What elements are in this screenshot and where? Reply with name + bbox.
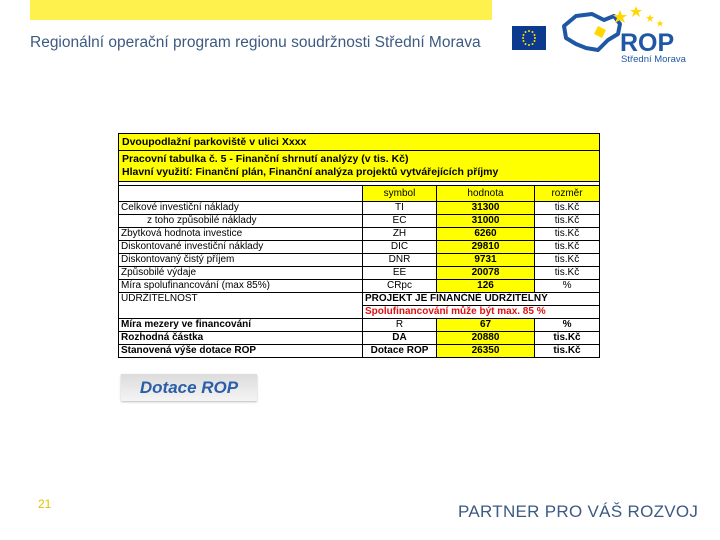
sustainability-status: PROJEKT JE FINANČNĚ UDRŽITELNÝ (363, 293, 600, 306)
row-symbol: DIC (363, 241, 437, 254)
row-label: Způsobilé výdaje (119, 267, 363, 280)
eu-flag-icon (512, 26, 546, 50)
table-title: Dvoupodlažní parkoviště v ulici Xxxx (119, 134, 600, 151)
row-unit: % (535, 280, 600, 293)
row-value: 6260 (437, 228, 535, 241)
table-row (119, 215, 600, 228)
row-label: Rozhodná částka (119, 332, 363, 345)
table-row (119, 319, 600, 332)
sustainability-warning: Spolufinancování může být max. 85 % (363, 306, 600, 319)
row-value: 20078 (437, 267, 535, 280)
dotace-rop-caption: Dotace ROP (121, 374, 257, 401)
row-unit: tis.Kč (535, 267, 600, 280)
table-title-row (119, 134, 600, 151)
row-symbol: DA (363, 332, 437, 345)
row-unit: tis.Kč (535, 241, 600, 254)
table-row (119, 280, 600, 293)
row-label: Diskontované investiční náklady (119, 241, 363, 254)
row-unit: tis.Kč (535, 202, 600, 215)
table-row (119, 267, 600, 280)
row-unit: tis.Kč (535, 345, 600, 358)
sustainability-label: UDRŽITELNOST (119, 293, 363, 319)
table-row (119, 241, 600, 254)
table-row (119, 345, 600, 358)
row-unit: tis.Kč (535, 254, 600, 267)
page-number: 21 (38, 497, 52, 511)
table-row (119, 254, 600, 267)
table-subtitle-line1: Pracovní tabulka č. 5 - Finanční shrnutí analýzy (v tis. Kč) (122, 153, 409, 165)
row-symbol: EC (363, 215, 437, 228)
row-symbol: ZH (363, 228, 437, 241)
row-symbol: Dotace ROP (363, 345, 437, 358)
row-value: 126 (437, 280, 535, 293)
table-subtitle (119, 151, 600, 182)
rop-logo-subtitle: Střední Morava (621, 54, 686, 65)
table-row (119, 228, 600, 241)
row-label: Míra mezery ve financování (119, 319, 363, 332)
row-label: Míra spolufinancování (max 85%) (119, 280, 363, 293)
row-symbol: EE (363, 267, 437, 280)
column-header-symbol: symbol (363, 186, 437, 202)
row-value: 31000 (437, 215, 535, 228)
financial-summary-table (118, 133, 600, 358)
row-label: Celkové investiční náklady (119, 202, 363, 215)
row-value: 20880 (437, 332, 535, 345)
header-yellow-bar (30, 0, 492, 20)
row-label: Stanovená výše dotace ROP (119, 345, 363, 358)
row-value: 29810 (437, 241, 535, 254)
row-value: 67 (437, 319, 535, 332)
row-symbol: R (363, 319, 437, 332)
row-symbol: CRpc (363, 280, 437, 293)
table-subtitle-line2: Hlavní využití: Finanční plán, Finanční analýza projektů vytvářejících příjmy (122, 166, 499, 178)
row-label: z toho způsobilé náklady (119, 215, 363, 228)
row-unit: tis.Kč (535, 332, 600, 345)
program-title: Regionální operační program regionu soudržnosti Střední Morava (30, 34, 481, 51)
column-header-unit: rozměr (535, 186, 600, 202)
table-row (119, 332, 600, 345)
row-value: 9731 (437, 254, 535, 267)
row-unit: tis.Kč (535, 228, 600, 241)
row-symbol: DNR (363, 254, 437, 267)
row-label: Zbytková hodnota investice (119, 228, 363, 241)
row-symbol: TI (363, 202, 437, 215)
column-header-row (119, 186, 600, 202)
table-subtitle-row (119, 151, 600, 182)
rop-logo-text: ROP (620, 29, 675, 57)
row-value: 26350 (437, 345, 535, 358)
table-row (119, 202, 600, 215)
column-header-empty (119, 186, 363, 202)
row-value: 31300 (437, 202, 535, 215)
column-header-value: hodnota (437, 186, 535, 202)
row-label: Diskontovaný čistý příjem (119, 254, 363, 267)
row-unit: % (535, 319, 600, 332)
footer-slogan: PARTNER PRO VÁŠ ROZVOJ (458, 502, 699, 521)
row-unit: tis.Kč (535, 215, 600, 228)
sustainability-row (119, 293, 600, 306)
